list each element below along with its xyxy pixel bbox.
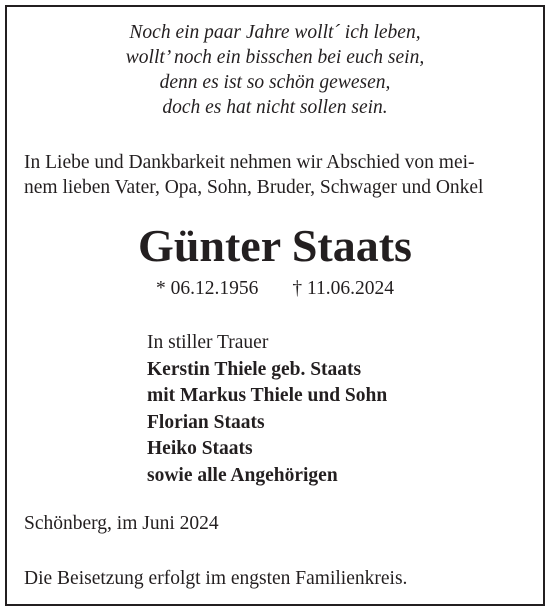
birth-date: * 06.12.1956 (155, 278, 259, 299)
intro-line: nem lieben Vater, Opa, Sohn, Bruder, Schwager und Onkel (24, 177, 484, 198)
death-date: † 11.06.2024 (292, 278, 395, 299)
mourners-heading: In stiller Trauer (147, 332, 269, 353)
deceased-name: Günter Staats (138, 220, 412, 271)
mourner-name: mit Markus Thiele und Sohn (147, 385, 388, 406)
mourners-block (147, 330, 387, 489)
poem-line: denn es ist so schön gewesen, (159, 72, 391, 93)
poem-line: wollt’ noch ein bisschen bei euch sein, (125, 47, 425, 68)
mourner-name: sowie alle Angehörigen (147, 464, 338, 486)
intro-text (24, 150, 526, 200)
life-dates (0, 276, 550, 301)
poem (0, 20, 550, 120)
place-date: Schönberg, im Juni 2024 (24, 513, 219, 534)
mourner-name: Florian Staats (147, 411, 265, 433)
burial-note: Die Beisetzung erfolgt im engsten Familienkreis. (24, 568, 408, 589)
mourner-name: Kerstin Thiele geb. Staats (147, 358, 362, 380)
mourner-name: Heiko Staats (147, 438, 253, 459)
poem-line: doch es hat nicht sollen sein. (162, 97, 388, 118)
poem-line: Noch ein paar Jahre wollt´ ich leben, (129, 22, 421, 43)
intro-line: In Liebe und Dankbarkeit nehmen wir Abschied von mei- (24, 152, 475, 173)
